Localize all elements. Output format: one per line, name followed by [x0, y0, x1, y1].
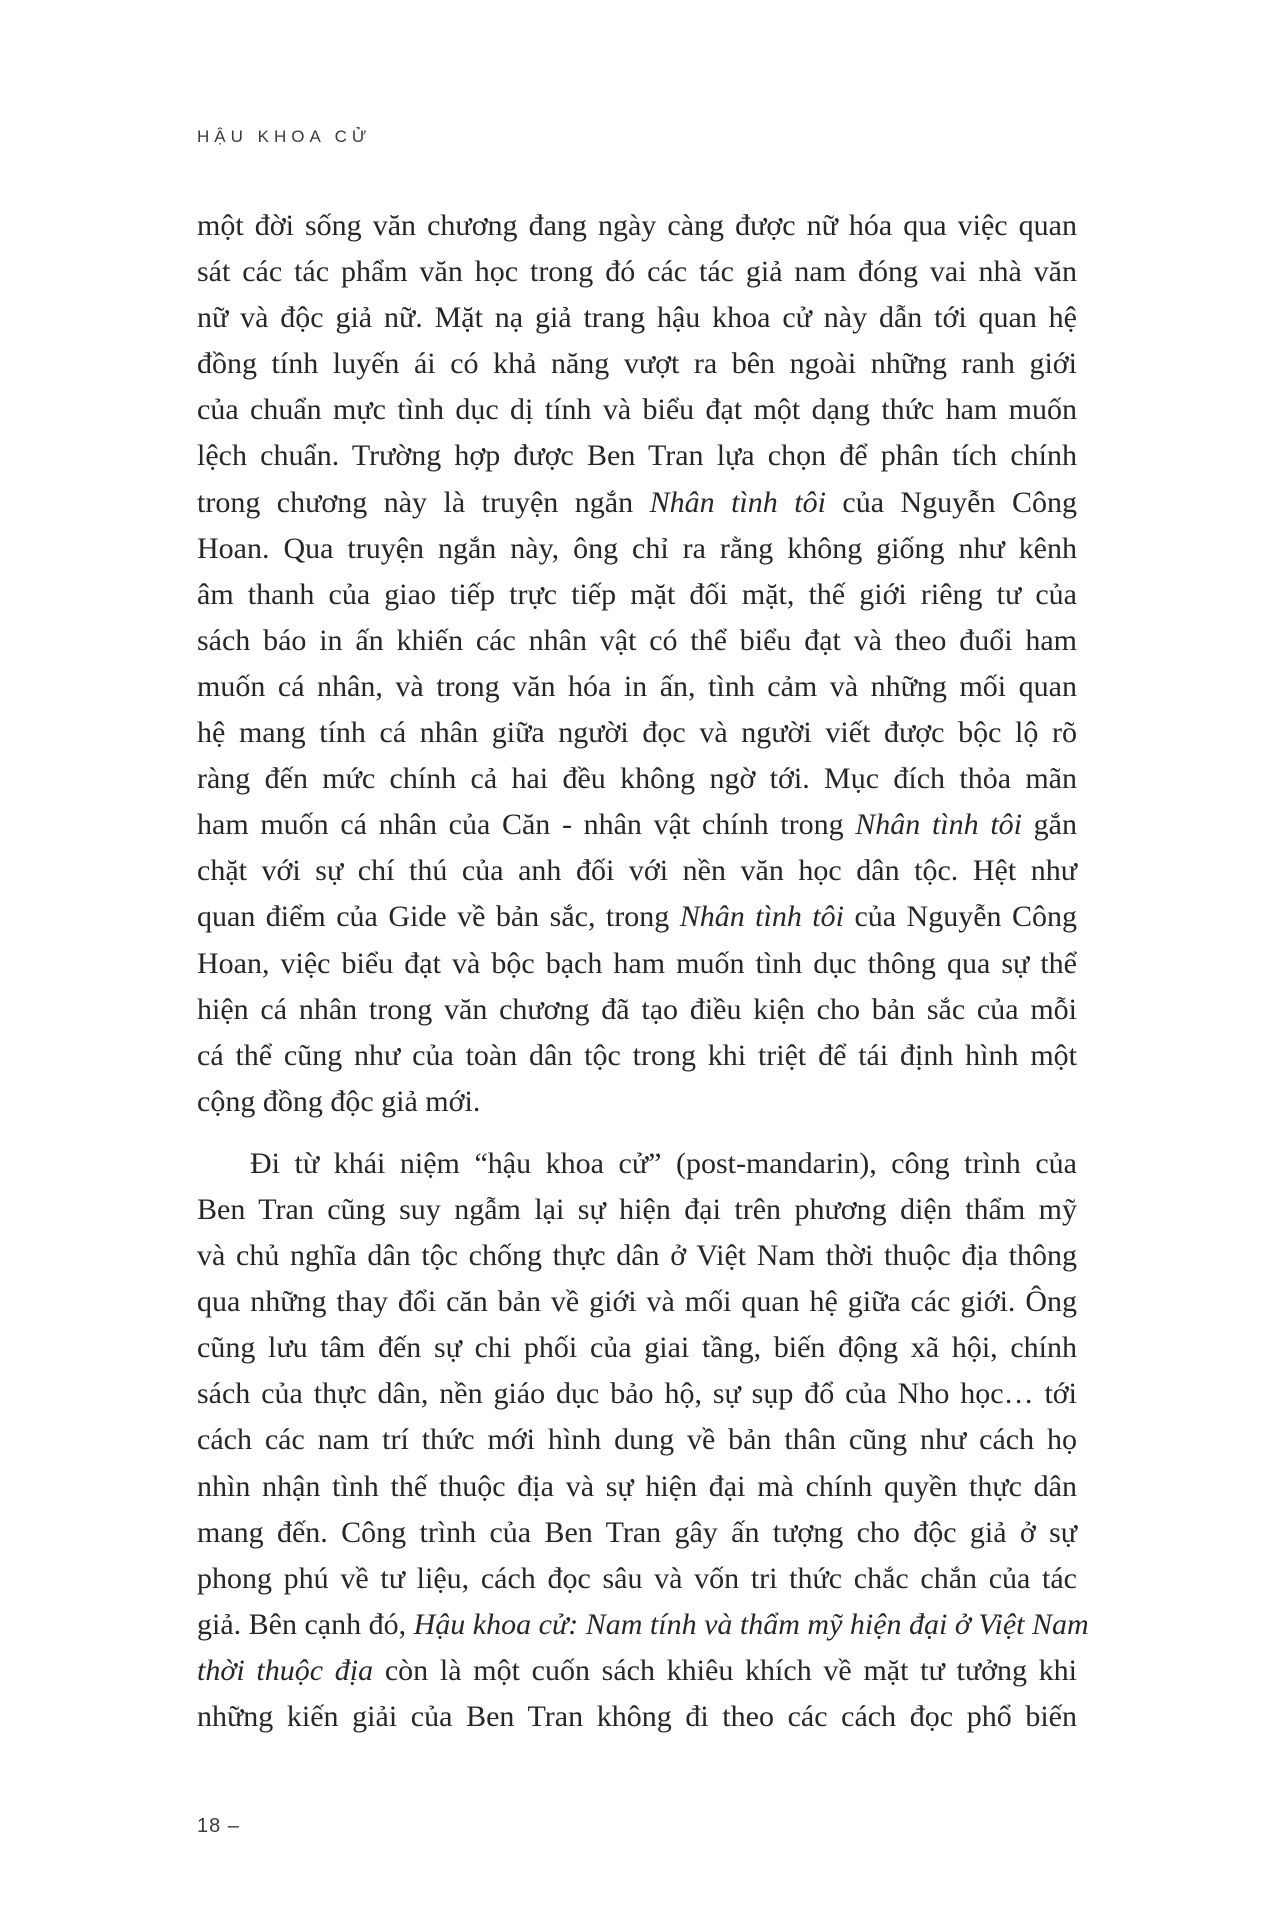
text-line: qua những thay đổi căn bản về giới và mối quan hệ giữa các giới. Ông	[197, 1285, 1077, 1319]
text-line: cộng đồng độc giả mới.	[197, 1084, 481, 1118]
text-segment: giả. Bên cạnh đó,	[197, 1607, 414, 1641]
text-line	[197, 802, 1077, 848]
running-head: HẬU KHOA CỬ	[197, 127, 372, 146]
text-line: lệch chuẩn. Trường hợp được Ben Tran lựa chọn để phân tích chính	[197, 439, 1077, 473]
page-number: 18 –	[197, 1815, 240, 1837]
text-line: sát các tác phẩm văn học trong đó các tác giả nam đóng vai nhà văn	[197, 255, 1077, 289]
text-line: cá thể cũng như của toàn dân tộc trong khi triệt để tái định hình một	[197, 1038, 1077, 1072]
text-line: Đi từ khái niệm “hậu khoa cử” (post-mandarin), công trình của	[250, 1146, 1077, 1180]
text-line: cách các nam trí thức mới hình dung về bản thân cũng như cách họ	[197, 1423, 1077, 1457]
text-line: âm thanh của giao tiếp trực tiếp mặt đối mặt, thế giới riêng tư của	[197, 577, 1077, 611]
paragraph-1	[197, 203, 1077, 1125]
text-segment: còn là một cuốn sách khiêu khích về mặt tư tưởng khi	[373, 1653, 1077, 1687]
text-segment: của Nguyễn Công	[825, 485, 1077, 519]
italic-title: Nhân tình tôi	[679, 900, 844, 934]
italic-title: Hậu khoa cử: Nam tính và thẩm mỹ hiện đại ở Việt Nam	[413, 1607, 1089, 1641]
text-segment: của Nguyễn Công	[843, 900, 1077, 934]
body-text	[197, 203, 1089, 1740]
text-line: sách của thực dân, nền giáo dục bảo hộ, sự sụp đổ của Nho học… tới	[197, 1377, 1077, 1411]
text-line: phong phú về tư liệu, cách đọc sâu và vốn tri thức chắc chắn của tác	[197, 1561, 1077, 1595]
text-line: mang đến. Công trình của Ben Tran gây ấn tượng cho độc giả ở sự	[197, 1515, 1077, 1549]
italic-title: thời thuộc địa	[197, 1653, 374, 1687]
text-segment: trong chương này là truyện ngắn	[197, 485, 650, 519]
text-line: chặt với sự chí thú của anh đối với nền văn học dân tộc. Hệt như	[197, 854, 1077, 888]
text-line: Ben Tran cũng suy ngẫm lại sự hiện đại trên phương diện thẩm mỹ	[197, 1192, 1077, 1226]
paragraph-gap	[197, 1125, 1077, 1141]
text-line: nhìn nhận tình thế thuộc địa và sự hiện đại mà chính quyền thực dân	[197, 1469, 1077, 1503]
text-line: Hoan. Qua truyện ngắn này, ông chỉ ra rằng không giống như kênh	[197, 531, 1077, 565]
italic-title: Nhân tình tôi	[649, 485, 826, 519]
text-line: của chuẩn mực tình dục dị tính và biểu đạt một dạng thức ham muốn	[197, 393, 1077, 427]
italic-title: Nhân tình tôi	[855, 808, 1022, 842]
text-line: hiện cá nhân trong văn chương đã tạo điều kiện cho bản sắc của mỗi	[197, 992, 1077, 1026]
text-line	[197, 480, 1077, 526]
text-line: hệ mang tính cá nhân giữa người đọc và người viết được bộc lộ rõ	[197, 716, 1077, 750]
text-line	[197, 894, 1077, 940]
text-segment: gắn	[1022, 808, 1077, 842]
text-segment: quan điểm của Gide về bản sắc, trong	[197, 900, 680, 934]
text-line: và chủ nghĩa dân tộc chống thực dân ở Việt Nam thời thuộc địa thông	[197, 1239, 1077, 1273]
text-line: ràng đến mức chính cả hai đều không ngờ tới. Mục đích thỏa mãn	[197, 762, 1077, 796]
text-line: muốn cá nhân, và trong văn hóa in ấn, tình cảm và những mối quan	[197, 669, 1077, 703]
text-line: đồng tính luyến ái có khả năng vượt ra bên ngoài những ranh giới	[197, 347, 1077, 381]
text-line: Hoan, việc biểu đạt và bộc bạch ham muốn tình dục thông qua sự thể	[197, 946, 1077, 980]
text-line: nữ và độc giả nữ. Mặt nạ giả trang hậu khoa cử này dẫn tới quan hệ	[197, 301, 1077, 335]
text-line	[197, 1602, 1089, 1648]
text-line: một đời sống văn chương đang ngày càng được nữ hóa qua việc quan	[197, 209, 1077, 242]
paragraph-2	[197, 1141, 1089, 1740]
text-line: sách báo in ấn khiến các nhân vật có thể biểu đạt và theo đuổi ham	[197, 623, 1077, 657]
text-segment: ham muốn cá nhân của Căn - nhân vật chính trong	[197, 808, 856, 842]
text-line: cũng lưu tâm đến sự chi phối của giai tầng, biến động xã hội, chính	[197, 1331, 1077, 1365]
text-line: những kiến giải của Ben Tran không đi theo các cách đọc phổ biến	[197, 1700, 1077, 1733]
text-line	[197, 1648, 1077, 1694]
